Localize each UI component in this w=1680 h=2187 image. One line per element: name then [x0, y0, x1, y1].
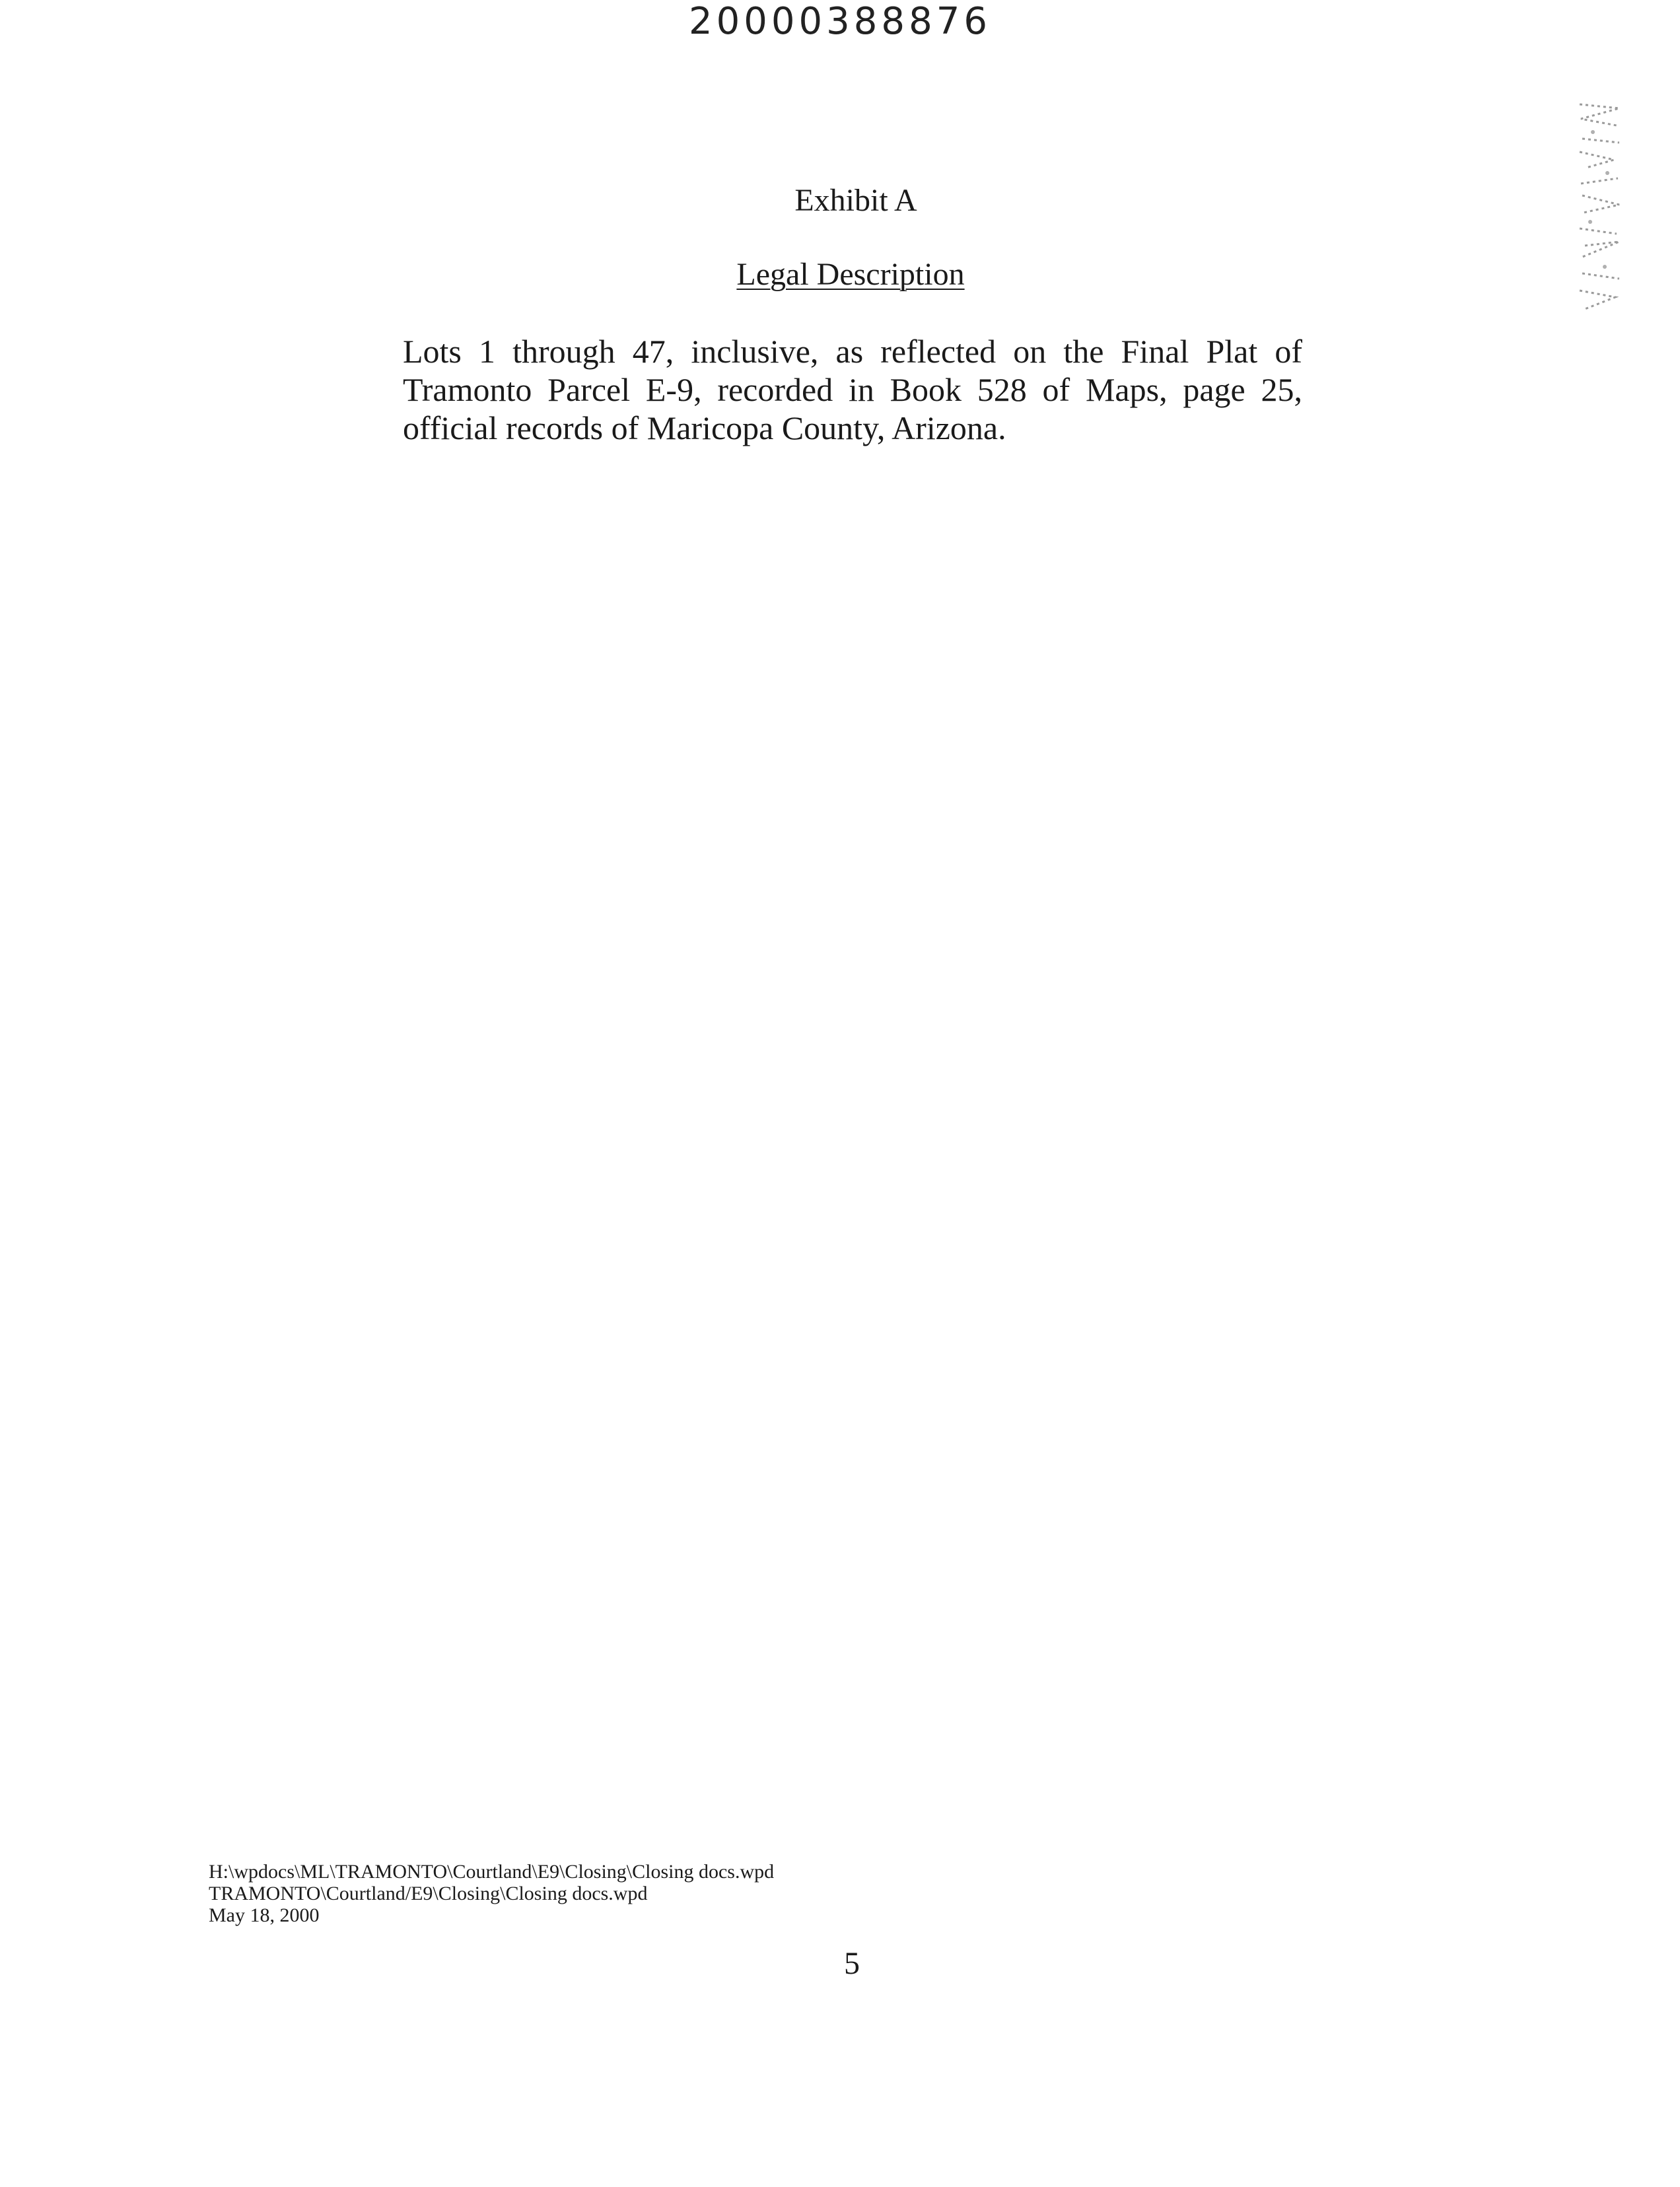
- exhibit-title: Exhibit A: [794, 183, 917, 218]
- file-path-line: H:\wpdocs\ML\TRAMONTO\Courtland\E9\Closing\Closing docs.wpd: [209, 1861, 775, 1883]
- document-date: May 18, 2000: [209, 1904, 320, 1926]
- legal-description-text: Lots 1 through 47, inclusive, as reflected on the Final Plat of Tramonto Parcel E-9, recorded in Book 528 of Maps, page 25, official records of Maricopa County, Arizona.: [403, 333, 1302, 446]
- file-path-short-line: TRAMONTO\Courtland/E9\Closing\Closing docs.wpd: [209, 1883, 648, 1904]
- page-number: 5: [844, 1946, 860, 1981]
- recording-document-number: 20000388876: [689, 0, 991, 43]
- file-info-block: [209, 1861, 774, 1926]
- legal-description-heading: Legal Description: [736, 257, 965, 292]
